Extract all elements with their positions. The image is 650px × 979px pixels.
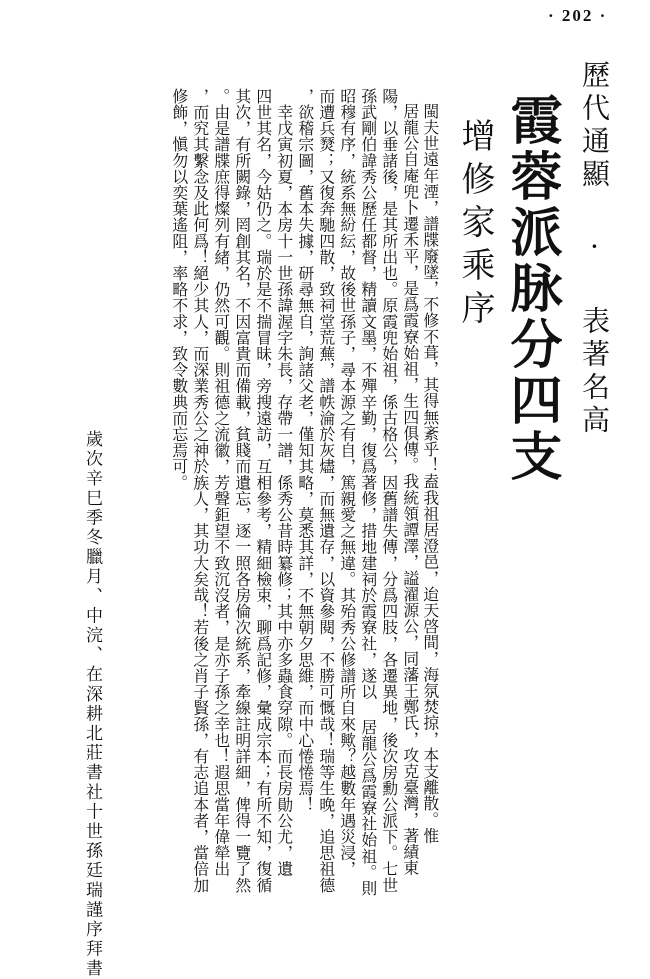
body-column: ，而究其繫念及此何爲！絕少其人，而深業秀公之神於族人，其功大矣哉！若後之肖子賢孫，有志追本者，當倍加 <box>190 88 210 893</box>
body-column: 閩夫世遠年湮，譜牒廢墜，不修不葺，其得無紊乎！盍我祖居澄邑，迨天啓間，海氛焚掠，本支離散。惟 <box>420 103 440 844</box>
body-column: 陽，以垂諸後，是其所出也。原霞兜始祖，係古格公，因舊譜失傳，分爲四肢，各遷異地，後次房勳公派下。七世 <box>379 88 399 893</box>
document-title: 霞蓉派脉分四支 <box>501 93 562 485</box>
body-column: 孫武剛伯諱秀公歷任都督，精讀文墨，不殫辛勤，復爲著修，措地建祠於霞寮社，遂以 居龍公爲霞寮社始祖。則 <box>358 88 378 897</box>
body-column: 其次，有所闕錄，罔創其名，不因富貴而備載，貧賤而遺忘，逐一照各房倫次統系，牽線註明詳細，俾得一覽了然 <box>232 88 252 893</box>
body-column: 四世其名，今姑仍之。瑞於是不揣冒昧，旁搜遠訪，互相參考，精細檢束，聊爲記修，彙成宗本；有所不知，復循 <box>253 88 273 893</box>
author-line: 歷代通顯 · 表著名高 <box>578 60 611 438</box>
signature-line: 歲次辛巳季冬臘月、中浣、在深耕北莊書社十世孫廷瑞謹序拜書 <box>82 430 102 979</box>
document-subtitle: 增修家乘序 <box>455 118 495 333</box>
body-column: ，欲稽宗圖，舊本失據，研尋無自，詢諸父老，僅知其略，莫悉其詳，不無朝夕思維，而中心惓惓焉！ <box>295 88 315 813</box>
body-column: 居龍公自庵兜卜遷禾平，是爲霞寮始祖，生四俱傳。我統領譚澤，謚濯源公，同藩王鄭氏，攻克臺灣，著績東 <box>400 103 420 876</box>
page-number: · 202 · <box>548 6 608 25</box>
body-column: 幸戊寅初夏，本房十一世孫諱渥字朱長，存帶一譜，係秀公昔時纂修；其中亦多蟲食穿隙。而長房勛公尤，遺 <box>274 88 294 877</box>
body-column: 。由是譜牒庶得燦列有緒，仍然可觀。則祖德之流徽，芳聲鉅望不致沉沒者，是亦子孫之幸也！遐思當年偉犖出 <box>211 88 231 877</box>
body-column: 昭穆有序，統系無紛紜，故後世孫子，尋本源之有自，篤親愛之無違。其殆秀公修譜所自來歟？越數年遇災浸， <box>337 88 357 877</box>
body-column: 修飾，愼勿以奕葉遙阻，率略不求，致令數典而忘焉可。 <box>169 88 189 491</box>
body-column: 而遭兵燹；又復奔馳四散，致祠堂荒蕪，譜帙淪於灰燼，而無遺存，以資參閱，不勝可慨哉！瑞等生晚，追思祖德 <box>316 88 336 893</box>
